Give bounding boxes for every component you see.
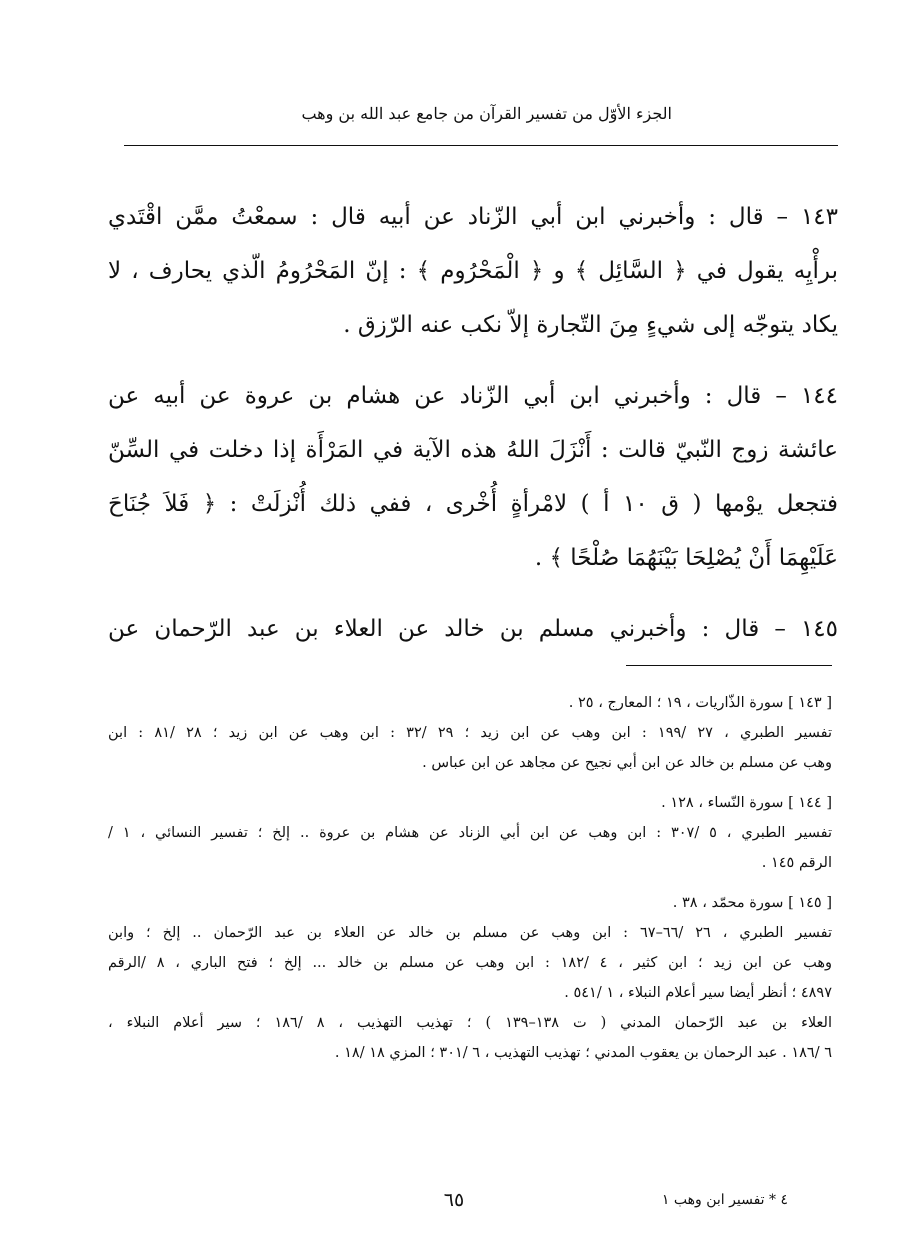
page-footer bbox=[120, 1187, 788, 1213]
footnote-line: ٤٨٩٧ ؛ أنظر أيضا سير أعلام النبلاء ، ١ /٥٤١ . bbox=[564, 985, 832, 1001]
text-line: فتجعل يوْمها ( ق ١٠ أ ) لامْرأةٍ أُخْرى ، ففي ذلك أُنْزلَتْ : ﴿ فَلاَ جُنَاحَ bbox=[108, 491, 838, 517]
text-line: ١٤٣ – قال : وأخبرني ابن أبي الزّناد عن أبيه قال : سمعْتُ ممَّن اقْتَدي bbox=[108, 204, 838, 230]
footnote-line: ٦ /١٨٦ . عبد الرحمان بن يعقوب المدني ؛ تهذيب التهذيب ، ٦ /٣٠١ ؛ المزي ١٨ /١٨ . bbox=[334, 1045, 832, 1061]
text-line: ١٤٤ – قال : وأخبرني ابن أبي الزّناد عن هشام بن عروة عن أبيه عن bbox=[108, 383, 838, 409]
footnote-144 bbox=[108, 788, 832, 878]
footnote-rule bbox=[626, 665, 832, 666]
text-line: برأْيِه يقول في ﴿ السَّائِل ﴾ و ﴿ الْمَحْرُوم ﴾ : إنّ المَحْرُومُ الّذي يحارف ، لا bbox=[108, 258, 838, 284]
footnote-line: وهب عن ابن زيد ؛ ابن كثير ، ٤ /١٨٢ : ابن وهب عن مسلم بن خالد ... إلخ ؛ فتح الباري ، ٨ /الرقم bbox=[108, 955, 832, 971]
footnote-line: [ ١٤٤ ] سورة النّساء ، ١٢٨ . bbox=[661, 795, 832, 811]
footnote-line: [ ١٤٥ ] سورة محمّد ، ٣٨ . bbox=[672, 895, 832, 911]
footnote-line: الرقم ١٤٥ . bbox=[761, 855, 832, 871]
text-line: يكاد يتوجّه إلى شيءٍ مِنَ التّجارة إلاّ نكب عنه الرّزق . bbox=[343, 312, 838, 338]
footnote-143 bbox=[108, 688, 832, 778]
header-rule bbox=[124, 145, 838, 146]
footnote-line: وهب عن مسلم بن خالد عن ابن أبي نجيح عن مجاهد عن ابن عباس . bbox=[422, 755, 832, 771]
text-line: ١٤٥ – قال : وأخبرني مسلم بن خالد عن العلاء بن عبد الرّحمان عن bbox=[108, 616, 838, 642]
footnote-145 bbox=[108, 888, 832, 1068]
printer-signature: ٤ * تفسير ابن وهب ١ bbox=[661, 1192, 788, 1208]
footnote-line: العلاء بن عبد الرّحمان المدني ( ت ١٣٨–١٣٩ ) ؛ تهذيب التهذيب ، ٨ /١٨٦ ؛ سير أعلام النبلاء ، bbox=[108, 1015, 832, 1031]
text-line: عَلَيْهِمَا أَنْ يُصْلِحَا بَيْنَهُمَا صُلْحًا ﴾ . bbox=[534, 545, 838, 571]
footnote-line: [ ١٤٣ ] سورة الذّاريات ، ١٩ ؛ المعارج ، ٢٥ . bbox=[568, 695, 832, 711]
paragraph-143 bbox=[108, 190, 838, 352]
footnote-line: تفسير الطبري ، ٢٧ /١٩٩ : ابن وهب عن ابن زيد ؛ ٢٩ /٣٢ : ابن وهب عن ابن زيد ؛ ٢٨ /٨١ : ابن bbox=[108, 725, 832, 741]
main-text bbox=[108, 190, 838, 673]
paragraph-145 bbox=[108, 602, 838, 656]
page-header: الجزء الأوّل من تفسير القرآن من جامع عبد الله بن وهب bbox=[301, 104, 672, 123]
footnotes bbox=[108, 688, 832, 1078]
footnote-line: تفسير الطبري ، ٥ /٣٠٧ : ابن وهب عن ابن أبي الزناد عن هشام بن عروة .. إلخ ؛ تفسير النسائي ، ١ / bbox=[108, 825, 832, 841]
footnote-line: تفسير الطبري ، ٢٦ /٦٦–٦٧ : ابن وهب عن مسلم بن خالد عن العلاء بن عبد الرّحمان .. إلخ ؛ وابن bbox=[108, 925, 832, 941]
paragraph-144 bbox=[108, 369, 838, 585]
page-number: ٦٥ bbox=[443, 1189, 465, 1211]
text-line: عائشة زوج النّبيّ قالت : أَنْزَلَ اللهُ هذه الآية في المَرْأَة إذا دخلت في السِّنّ bbox=[108, 437, 838, 463]
